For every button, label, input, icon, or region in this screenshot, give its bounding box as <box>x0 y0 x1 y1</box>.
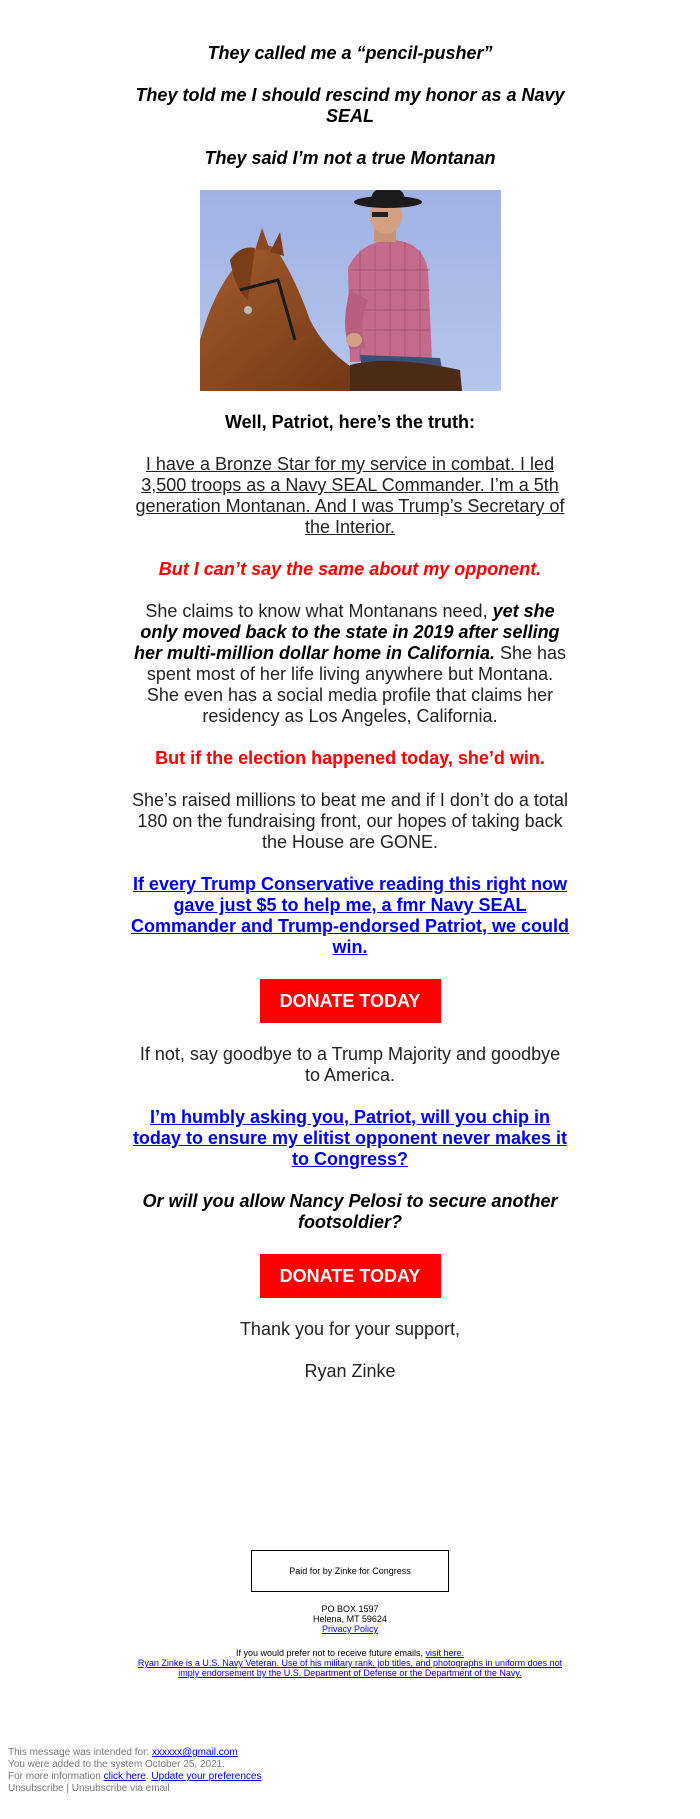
headline-pencil-pusher: They called me a “pencil-pusher” <box>207 43 493 63</box>
chip-in-link[interactable]: I’m humbly asking you, Patriot, will you chip in today to ensure my elitist opponent never makes it to Congress? <box>132 1107 568 1169</box>
headline-rescind-honor: They told me I should rescind my honor as a Navy SEAL <box>135 85 565 126</box>
thanks-line: Thank you for your support, <box>239 1319 461 1339</box>
truth-heading: Well, Patriot, here’s the truth: <box>224 412 476 432</box>
recipient-email-link[interactable]: xxxxxx@gmail.com <box>151 1747 238 1758</box>
hero-photo-cowboy-on-horse <box>200 190 501 391</box>
footer <box>0 1550 700 1678</box>
headline-not-montanan: They said I’m not a true Montanan <box>204 148 496 168</box>
signature: Ryan Zinke <box>304 1361 396 1381</box>
donate-today-button-1[interactable]: DONATE TODAY <box>260 979 441 1023</box>
election-callout: But if the election happened today, she’d win. <box>155 748 545 768</box>
footer-unsubscribe-line <box>0 1648 700 1658</box>
claims-paragraph <box>130 601 570 727</box>
update-preferences-link[interactable]: Update your preferences <box>151 1771 262 1782</box>
claims-text-c: She has spent most of her life living anywhere but Montana. She even has a social media profile that claims her residency as Los Angeles, California. <box>146 643 567 726</box>
paid-for-box: Paid for by Zinke for Congress <box>251 1550 449 1592</box>
pelosi-question: Or will you allow Nancy Pelosi to secure another footsoldier? <box>142 1191 558 1232</box>
intended-for-label: This message was intended for: <box>8 1747 152 1758</box>
claims-text-emphasis: yet she only moved back to the state in 2019 after selling her multi-million dollar home in California. <box>133 601 560 663</box>
goodbye-paragraph: If not, say goodbye to a Trump Majority and goodbye to America. <box>139 1044 561 1085</box>
five-dollar-ask-link[interactable]: If every Trump Conservative reading this right now gave just $5 to help me, a fmr Navy SEAL Commander and Trump-endorsed Patriot, we could win. <box>130 874 570 957</box>
footer-city: Helena, MT 59624 <box>313 1614 387 1624</box>
unsubscribe-email-link[interactable]: Unsubscribe via email <box>71 1783 170 1794</box>
bio-paragraph: I have a Bronze Star for my service in combat. I led 3,500 troops as a Navy SEAL Commander. I’m a 5th generation Montanan. And I was Trump’s Secretary of the Interior. <box>135 454 565 537</box>
email-body <box>130 0 570 1382</box>
footer-po-box: PO BOX 1597 <box>321 1604 379 1614</box>
click-here-link[interactable]: click here <box>103 1771 146 1782</box>
unsubscribe-separator: | <box>63 1783 72 1794</box>
unsubscribe-link[interactable]: Unsubscribe <box>8 1783 64 1794</box>
message-meta <box>8 1747 261 1795</box>
navy-disclaimer-link[interactable]: Ryan Zinke is a U.S. Navy Veteran. Use of his military rank, job titles, and photographs in uniform does not imply endorsement by the U.S. Department of Defense or the Department of the Navy. <box>137 1658 563 1678</box>
donate-today-button-2[interactable]: DONATE TODAY <box>260 1254 441 1298</box>
privacy-policy-link[interactable]: Privacy Policy <box>321 1624 378 1634</box>
claims-text-a: She claims to know what Montanans need, <box>145 601 493 621</box>
visit-here-link[interactable]: visit here. <box>425 1648 465 1658</box>
fundraising-paragraph: She’s raised millions to beat me and if I don’t do a total 180 on the fundraising front, our hopes of taking back the House are GONE. <box>132 790 568 852</box>
opponent-callout: But I can’t say the same about my opponent. <box>158 559 542 579</box>
more-info-label: For more information <box>8 1771 104 1782</box>
added-to-system: You were added to the system October 25, 2021. <box>8 1759 225 1770</box>
more-info-separator: . <box>145 1771 152 1782</box>
unsubscribe-text: If you would prefer not to receive future emails, <box>235 1648 426 1658</box>
